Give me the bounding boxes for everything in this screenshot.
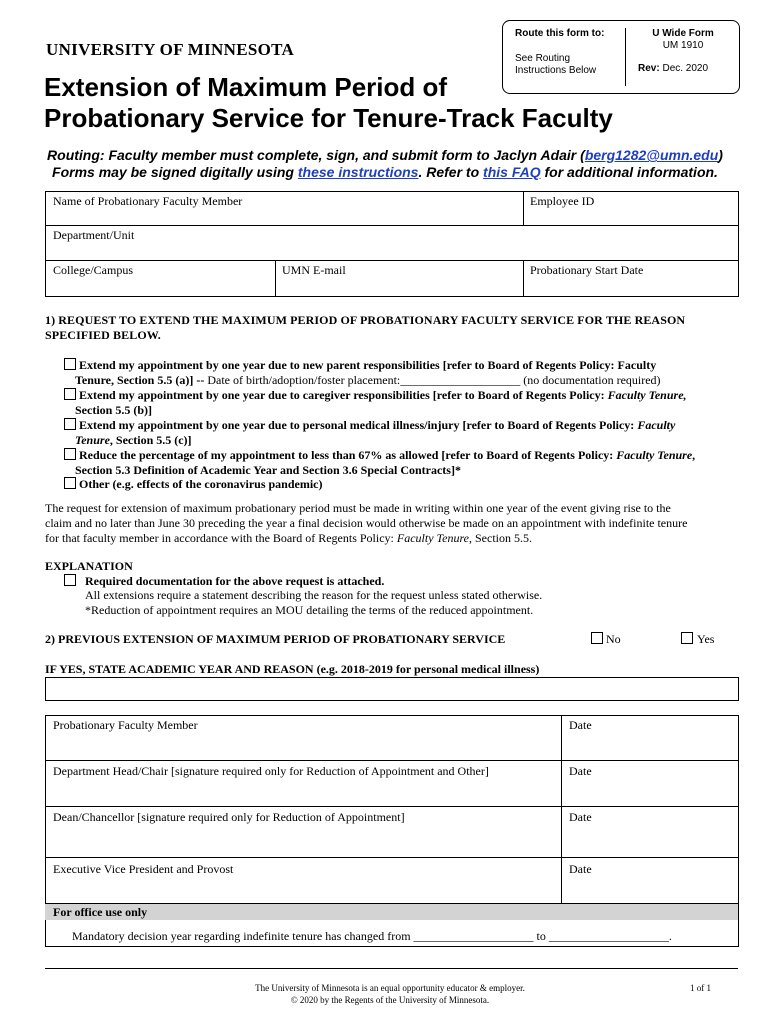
route-divider [625,28,626,86]
department-field[interactable]: Department/Unit [53,228,135,242]
rev-label: Rev: [638,63,660,74]
option-text: Tenure, Section 5.5 (a)] -- [75,373,205,387]
option-text: Faculty Tenure [616,448,693,462]
paragraph-line [45,531,745,546]
dean-date-field[interactable]: Date [569,810,592,824]
office-use-heading: For office use only [53,905,148,919]
previous-extension-no-checkbox[interactable] [591,632,603,644]
option-other-checkbox[interactable] [64,477,76,489]
footer-eeo: The University of Minnesota is an equal opportunity educator & employer. [255,983,525,993]
college-field[interactable]: College/Campus [53,263,133,277]
option-reduce [79,448,744,463]
office-use-bar [45,904,738,920]
paragraph-text: Faculty Tenure [396,531,469,545]
signature-row-divider [45,857,739,858]
option-caregiver-checkbox[interactable] [64,388,76,400]
instructions-link[interactable]: these instructions [297,164,419,180]
explanation-heading: EXPLANATION [45,559,133,573]
option-other: Other (e.g. effects of the coronavirus pandemic) [79,477,323,491]
option-reduce-checkbox[interactable] [64,448,76,460]
routing-text: . Refer to [418,164,484,180]
option-medical [79,418,744,433]
section1-heading-line2: SPECIFIED BELOW. [45,328,161,342]
chair-signature-field[interactable]: Department Head/Chair [signature required only for Reduction of Appointment and Other] [53,764,489,778]
yes-label: Yes [697,632,715,646]
info-col-divider [523,191,524,226]
option-reduce-line2: Section 5.3 Definition of Academic Year and Section 3.6 Special Contracts]* [75,463,461,477]
start-date-field[interactable]: Probationary Start Date [530,263,644,277]
footer-rule [45,968,738,969]
form-title-line1: Extension of Maximum Period of [44,72,448,102]
umn-email-field[interactable]: UMN E-mail [282,263,346,277]
info-col-divider [523,260,524,297]
routing-text: Routing: Faculty member must complete, sign, and submit form to Jaclyn Adair ( [47,147,585,163]
documentation-label: Required documentation for the above request is attached. [85,574,385,588]
paragraph-text: for that faculty member in accordance with the Board of Regents Policy: [45,531,397,545]
route-note-line1: See Routing [515,53,571,64]
option-medical-checkbox[interactable] [64,418,76,430]
option-text: Faculty Tenure, [607,388,687,402]
option-text: Extend my appointment by one year due to caregiver responsibilities [refer to Board of Regents Policy: [79,388,608,402]
university-wordmark: UNIVERSITY OF MINNESOTA [46,40,295,59]
option-text: Date of birth/adoption/foster placement:____________________ (no documentation required) [204,373,661,387]
signature-col-divider [561,715,562,903]
option-text: Reduce the percentage of my appointment to less than 67% as allowed [refer to Board of Regents Policy: [79,448,617,462]
paragraph-text: , Section 5.5. [469,531,532,545]
option-new-parent-checkbox[interactable] [64,358,76,370]
name-field[interactable]: Name of Probationary Faculty Member [53,194,243,208]
if-yes-input[interactable] [45,677,739,701]
section2-heading: 2) PREVIOUS EXTENSION OF MAXIMUM PERIOD OF PROBATIONARY SERVICE [45,632,506,646]
footer-copyright: © 2020 by the Regents of the University of Minnesota. [290,995,490,1005]
faq-link[interactable]: this FAQ [483,164,541,180]
option-new-parent [79,358,739,373]
no-label: No [606,632,621,646]
route-label: Route this form to: [515,28,605,39]
paragraph-line: The request for extension of maximum probationary period must be made in writing within one year of the event giving rise to the [45,501,671,515]
option-medical-line2 [75,433,192,448]
office-use-text: Mandatory decision year regarding indefinite tenure has changed from ____________________ to ____________________. [72,929,672,943]
page-number: 1 of 1 [690,983,711,993]
routing-instructions [40,147,730,181]
option-text: , [692,448,696,462]
section1-heading [45,313,745,343]
routing-text: Forms may be signed digitally using [52,164,298,180]
explanation-note1: All extensions require a statement describing the reason for the request unless stated otherwise. [85,588,543,602]
option-text: , Section 5.5 (c)] [109,433,192,447]
info-col-divider [275,260,276,297]
routing-line2 [40,164,730,181]
routing-text: for additional information. [540,164,718,180]
info-row-divider [45,260,739,261]
chair-date-field[interactable]: Date [569,764,592,778]
form-title-line2: Probationary Service for Tenure-Track Faculty [44,103,613,133]
explanation-note2: *Reduction of appointment requires an MOU detailing the terms of the reduced appointment. [85,603,534,617]
dean-signature-field[interactable]: Dean/Chancellor [signature required only for Reduction of Appointment] [53,810,405,824]
option-caregiver-line2: Section 5.5 (b)] [75,403,152,417]
paragraph-line: claim and no later than June 30 preceding the year a final decision would otherwise be made on an appointment with indefinite tenure [45,516,688,530]
option-text: Faculty [637,418,676,432]
documentation-checkbox[interactable] [64,574,76,586]
form-number: UM 1910 [662,40,704,51]
revision [638,63,708,75]
faculty-signature-field[interactable]: Probationary Faculty Member [53,718,198,732]
signature-row-divider [45,760,739,761]
if-yes-label: IF YES, STATE ACADEMIC YEAR AND REASON (e.g. 2018-2019 for personal medical illness) [45,662,540,676]
option-caregiver [79,388,744,403]
email-link[interactable]: berg1282@umn.edu [584,147,719,163]
policy-paragraph [45,501,745,546]
provost-signature-field[interactable]: Executive Vice President and Provost [53,862,234,876]
faculty-date-field[interactable]: Date [569,718,592,732]
employee-id-field[interactable]: Employee ID [530,194,595,208]
section1-heading-line1: 1) REQUEST TO EXTEND THE MAXIMUM PERIOD OF PROBATIONARY FACULTY SERVICE FOR THE REASON [45,313,686,327]
provost-date-field[interactable]: Date [569,862,592,876]
form-type: U Wide Form [652,28,714,39]
option-text: Extend my appointment by one year due to personal medical illness/injury [refer to Board of Regents Policy: [79,418,638,432]
option-new-parent-line2 [75,373,740,388]
option-text: Tenure [75,433,110,447]
rev-date: Dec. 2020 [662,63,709,74]
route-note-line2: Instructions Below [515,65,597,76]
routing-text: ) [718,147,723,163]
signature-row-divider [45,806,739,807]
info-row-divider [45,225,739,226]
previous-extension-yes-checkbox[interactable] [681,632,693,644]
routing-line1 [40,147,730,164]
option-text: Extend my appointment by one year due to new parent responsibilities [refer to Board of Regents Policy: Faculty [79,358,657,372]
